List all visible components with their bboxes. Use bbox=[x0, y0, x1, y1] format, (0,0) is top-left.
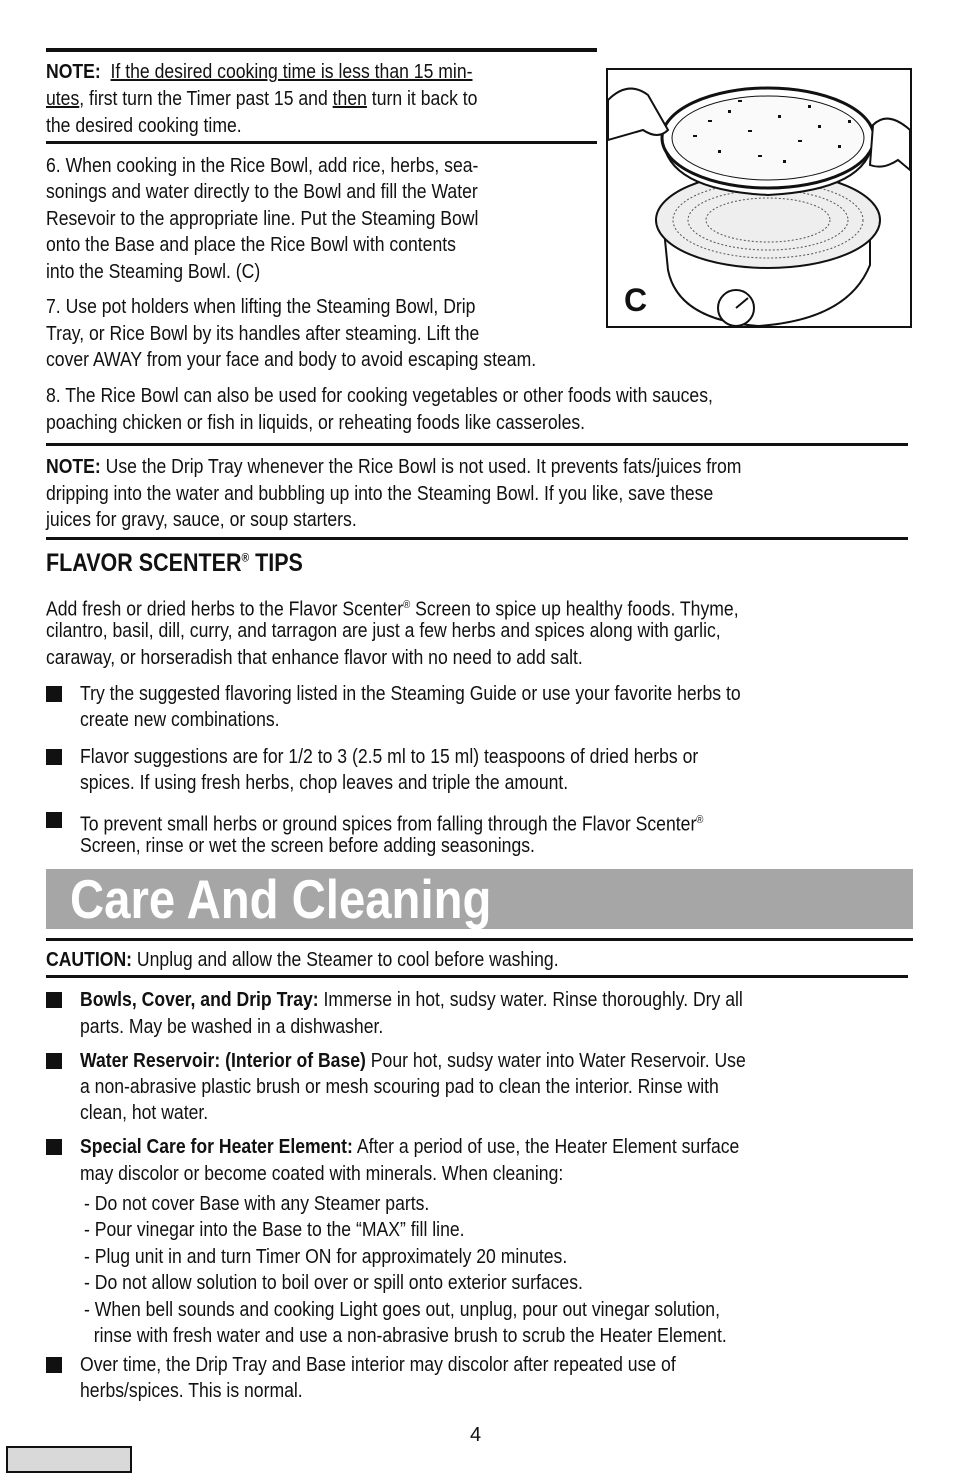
step6-line1: 6. When cooking in the Rice Bowl, add rice, herbs, sea- bbox=[46, 155, 479, 177]
note2-label: NOTE: bbox=[46, 456, 101, 478]
care-item1-label: Bowls, Cover, and Drip Tray: bbox=[80, 989, 319, 1011]
note1-line1 bbox=[46, 59, 472, 86]
note2-line3: juices for gravy, sauce, or soup starters. bbox=[46, 509, 357, 531]
flavor-intro-reg: ® bbox=[403, 599, 411, 611]
figure-c-label: C bbox=[624, 282, 648, 318]
note1-line3: the desired cooking time. bbox=[46, 115, 242, 137]
note1-underlined-3: then bbox=[332, 88, 367, 110]
note1-line2 bbox=[46, 86, 477, 113]
flavor-bullet2-line1: Flavor suggestions are for 1/2 to 3 (2.5 ml to 15 ml) teaspoons of dried herbs or bbox=[80, 746, 699, 768]
flavor-intro-line3: caraway, or horseradish that enhance flavor with no need to add salt. bbox=[46, 647, 583, 669]
note1-underlined-2: utes bbox=[46, 88, 80, 110]
care-item3-line2: may discolor or become coated with minerals. When cleaning: bbox=[80, 1163, 564, 1185]
care-item2-line2: a non-abrasive plastic brush or mesh scouring pad to clean the interior. Rinse with bbox=[80, 1076, 719, 1098]
flavor-heading-reg: ® bbox=[241, 550, 250, 565]
care-item2-line3: clean, hot water. bbox=[80, 1102, 209, 1124]
bullet-square bbox=[46, 686, 62, 702]
flavor-bullet3-reg: ® bbox=[696, 814, 704, 826]
note1-text-2: , first turn the Timer past 15 and bbox=[79, 88, 333, 110]
care-dash-3: - Plug unit in and turn Timer ON for approximately 20 minutes. bbox=[84, 1246, 568, 1268]
care-item2-text: Pour hot, sudsy water into Water Reservoir. Use bbox=[365, 1050, 746, 1072]
step6-line3: Resevoir to the appropriate line. Put the Steaming Bowl bbox=[46, 208, 479, 230]
note2-line2: dripping into the water and bubbling up into the Steaming Bowl. If you like, save these bbox=[46, 483, 714, 505]
steamer-illustration bbox=[608, 70, 910, 326]
caution-line bbox=[46, 947, 559, 974]
care-item1-line2: parts. May be washed in a dishwasher. bbox=[80, 1016, 384, 1038]
note2-top-rule bbox=[46, 443, 908, 446]
step8-line2: poaching chicken or fish in liquids, or reheating foods like casseroles. bbox=[46, 412, 586, 434]
note1-label: NOTE: bbox=[46, 61, 101, 83]
note2-bottom-rule bbox=[46, 537, 908, 540]
flavor-heading-text: FLAVOR SCENTER bbox=[46, 549, 242, 577]
flavor-intro-line2: cilantro, basil, dill, curry, and tarragon are just a few herbs and spices along with garlic, bbox=[46, 620, 721, 642]
care-item1-text: Immerse in hot, sudsy water. Rinse thoroughly. Dry all bbox=[318, 989, 743, 1011]
care-item2-line1 bbox=[80, 1048, 746, 1075]
step8-line1: 8. The Rice Bowl can also be used for cooking vegetables or other foods with sauces, bbox=[46, 385, 713, 407]
care-dash-5: - When bell sounds and cooking Light goes out, unplug, pour out vinegar solution, bbox=[84, 1299, 720, 1321]
flavor-intro-1b: Screen to spice up healthy foods. Thyme, bbox=[410, 598, 739, 621]
bullet-square bbox=[46, 1139, 62, 1155]
note1-text-3: turn it back to bbox=[366, 88, 478, 110]
caution-top-rule bbox=[46, 938, 913, 941]
care-dash-1: - Do not cover Base with any Steamer parts. bbox=[84, 1193, 430, 1215]
caution-bottom-rule bbox=[46, 975, 908, 978]
flavor-bullet3-text: To prevent small herbs or ground spices from falling through the Flavor Scenter bbox=[80, 813, 697, 836]
step7-line2: Tray, or Rice Bowl by its handles after steaming. Lift the bbox=[46, 323, 480, 345]
note2-text-1: Use the Drip Tray whenever the Rice Bowl is not used. It prevents fats/juices from bbox=[100, 456, 742, 478]
bullet-square bbox=[46, 1357, 62, 1373]
care-title: Care And Cleaning bbox=[70, 868, 492, 930]
flavor-bullet2-line2: spices. If using fresh herbs, chop leaves and triple the amount. bbox=[80, 772, 569, 794]
footer-box bbox=[6, 1446, 132, 1473]
care-item3-label: Special Care for Heater Element: bbox=[80, 1136, 353, 1158]
care-item3-line1 bbox=[80, 1134, 739, 1161]
page-number: 4 bbox=[470, 1424, 482, 1446]
step6-line4: onto the Base and place the Rice Bowl with contents bbox=[46, 234, 456, 256]
step6-line2: sonings and water directly to the Bowl and fill the Water bbox=[46, 181, 478, 203]
step7-line1: 7. Use pot holders when lifting the Steaming Bowl, Drip bbox=[46, 296, 476, 318]
bullet-square bbox=[46, 1053, 62, 1069]
care-item1-line1 bbox=[80, 987, 743, 1014]
top-rule bbox=[46, 48, 597, 52]
bullet-square bbox=[46, 992, 62, 1008]
flavor-bullet3-line2: Screen, rinse or wet the screen before adding seasonings. bbox=[80, 835, 535, 857]
step6-line5: into the Steaming Bowl. (C) bbox=[46, 261, 261, 283]
care-dash-2: - Pour vinegar into the Base to the “MAX” fill line. bbox=[84, 1219, 465, 1241]
note1-bottom-rule bbox=[46, 141, 597, 144]
care-item2-label: Water Reservoir: (Interior of Base) bbox=[80, 1050, 366, 1072]
flavor-bullet1-line1: Try the suggested flavoring listed in the Steaming Guide or use your favorite herbs to bbox=[80, 683, 741, 705]
care-dash-4: - Do not allow solution to boil over or spill onto exterior surfaces. bbox=[84, 1272, 583, 1294]
care-item4-line2: herbs/spices. This is normal. bbox=[80, 1380, 303, 1402]
care-item3-text: After a period of use, the Heater Element surface bbox=[352, 1136, 740, 1158]
note1-underlined-1: If the desired cooking time is less than 15 min- bbox=[110, 61, 473, 83]
care-item4-line1: Over time, the Drip Tray and Base interior may discolor after repeated use of bbox=[80, 1354, 676, 1376]
step7-line3: cover AWAY from your face and body to avoid escaping steam. bbox=[46, 349, 537, 371]
care-dash-6: rinse with fresh water and use a non-abrasive brush to scrub the Heater Element. bbox=[84, 1325, 727, 1347]
figure-c-illustration bbox=[606, 68, 912, 328]
bullet-square bbox=[46, 812, 62, 828]
caution-label: CAUTION: bbox=[46, 949, 133, 971]
flavor-heading-tips: TIPS bbox=[249, 549, 303, 577]
flavor-intro-1a: Add fresh or dried herbs to the Flavor Scenter bbox=[46, 598, 404, 621]
caution-text: Unplug and allow the Steamer to cool before washing. bbox=[132, 949, 559, 971]
note2-line1 bbox=[46, 454, 741, 481]
bullet-square bbox=[46, 749, 62, 765]
flavor-bullet1-line2: create new combinations. bbox=[80, 709, 280, 731]
flavor-heading bbox=[46, 549, 303, 578]
